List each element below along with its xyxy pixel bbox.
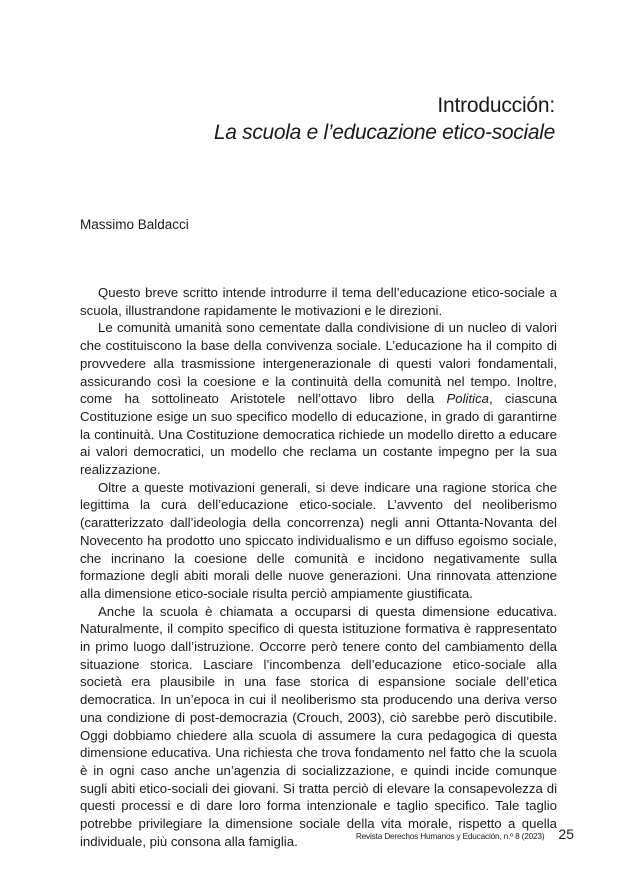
- italic-work-title: Politica: [446, 391, 490, 407]
- author-name: Massimo Baldacci: [80, 217, 189, 232]
- paragraph-2-part-2: , ciascuna Costituzione esige un suo specifico modello di educazione, in grado di garantirne la continuità. Una Costituzione democratica richiede un modello diretto a educare ai valori democratici, un modello che reclama un costante impegno per la sua realizzazione.: [80, 391, 557, 478]
- page-footer: [356, 826, 574, 842]
- journal-citation: Revista Derechos Humanos y Educación, n.º 8 (2023): [355, 831, 545, 841]
- article-body: [80, 284, 557, 851]
- paragraph-1: Questo breve scritto intende introdurre il tema dell’educazione etico-sociale a scuola, illustrandone rapidamente le motivazioni e le direzioni.: [80, 285, 557, 318]
- page-number: 25: [558, 826, 574, 842]
- chapter-title-block: [214, 93, 555, 147]
- chapter-title: Introducción:: [437, 94, 555, 117]
- paragraph-2: [80, 319, 557, 478]
- chapter-subtitle: La scuola e l’educazione etico-sociale: [213, 121, 555, 144]
- paragraph-2-part-1: Le comunità umanità sono cementate dalla condivisione di un nucleo di valori che costituiscono la base della convivenza sociale. L’educazione ha il compito di provvedere alla trasmissione intergenerazionale di questi valori fondamentali, assicurando così la coesione e la continuità della comunità nel tempo. Inoltre, come ha sottolineato Aristotele nell’ottavo libro della: [80, 320, 557, 407]
- paragraph-4: Anche la scuola è chiamata a occuparsi di questa dimensione educativa. Naturalmente, il compito specifico di questa istituzione formativa è rappresentato in primo luogo dall’istruzione. Occorre però tenere conto del cambiamento della situazione storica. Lasciare l’incombenza dell’educazione etico-sociale alla società era plausibile in una fase storica di espansione sociale dell’etica democratica. In un’epoca in cui il neoliberismo sta producendo una deriva verso una condizione di post-democrazia (Crouch, 2003), ciò sarebbe però discutibile. Oggi dobbiamo chiedere alla scuola di assumere la cura pedagogica di questa dimensione educativa. Una richiesta che trova fondamento nel fatto che la scuola è in ogni caso anche un’agenzia di socializzazione, e quindi incide comunque sugli abiti etico-sociali dei giovani. Si tratta perciò di elevare la consapevolezza di questi processi e di dare loro forma intenzionale e taglio specifico. Tale taglio potrebbe privilegiare la dimensione sociale della vita morale, rispetto a quella individuale, più consona alla famiglia.: [80, 603, 557, 849]
- paragraph-3: Oltre a queste motivazioni generali, si deve indicare una ragione storica che legittima la cura dell’educazione etico-sociale. L’avvento del neoliberismo (caratterizzato dall’ideologia della concorrenza) negli anni Ottanta-Novanta del Novecento ha prodotto uno spiccato individualismo e un diffuso egoismo sociale, che incrinano la coesione delle comunità e incidono negativamente sulla formazione degli abiti morali delle nuove generazioni. Una rinnovata attenzione alla dimensione etico-sociale risulta perciò ampiamente giustificata.: [80, 479, 557, 601]
